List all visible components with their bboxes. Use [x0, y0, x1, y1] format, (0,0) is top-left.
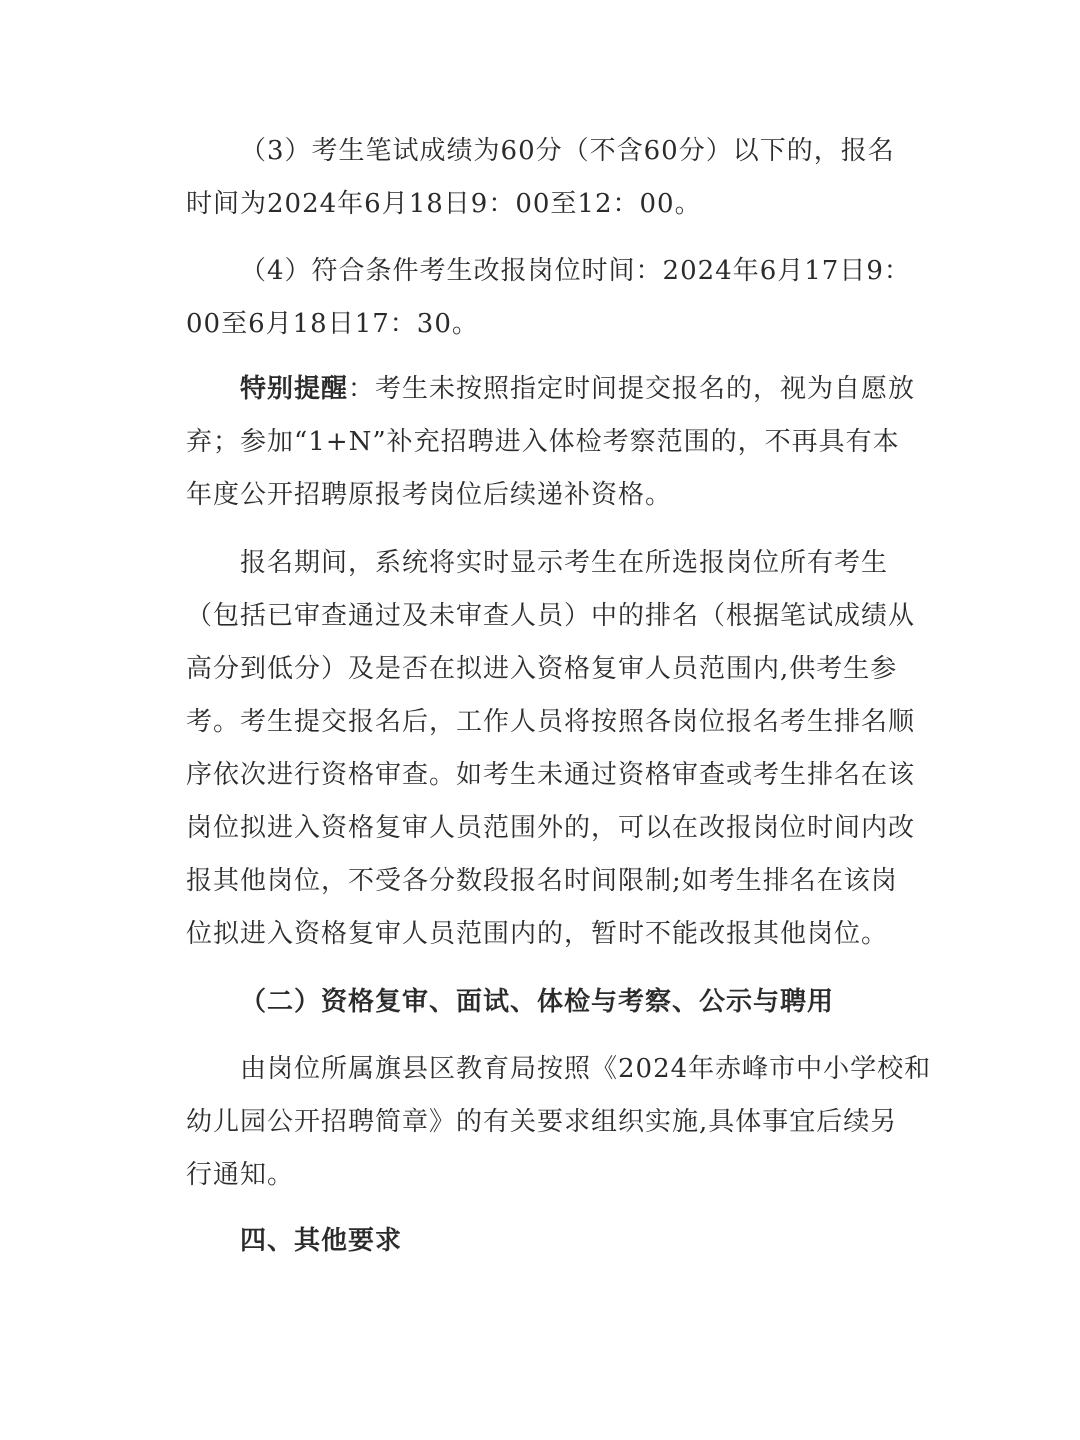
- ranking-line-7: 报其他岗位，不受各分数段报名时间限制;如考生排名在该岗: [186, 866, 898, 896]
- paragraph-4-line-1: （4）符合条件考生改报岗位时间：2024年6月17日9：: [240, 256, 911, 286]
- paragraph-3-line-1: （3）考生笔试成绩为60分（不含60分）以下的，报名: [240, 136, 895, 166]
- reminder-line-2: 弃；参加“1+N”补充招聘进入体检考察范围的，不再具有本: [186, 427, 900, 457]
- reminder-line-3: 年度公开招聘原报考岗位后续递补资格。: [186, 480, 673, 510]
- paragraph-4-line-2: 00至6月18日17：30。: [186, 309, 479, 339]
- section-2-line-3: 行通知。: [186, 1160, 295, 1190]
- ranking-line-6: 岗位拟进入资格复审人员范围外的，可以在改报岗位时间内改: [186, 813, 916, 843]
- ranking-line-5: 序依次进行资格审查。如考生未通过资格审查或考生排名在该: [186, 760, 916, 790]
- section-2-line-2: 幼儿园公开招聘简章》的有关要求组织实施,具体事宜后续另: [186, 1107, 898, 1137]
- section-2-heading: （二）资格复审、面试、体检与考察、公示与聘用: [240, 987, 835, 1017]
- section-2-line-1: 由岗位所属旗县区教育局按照《2024年赤峰市中小学校和: [240, 1054, 932, 1084]
- ranking-line-3: 高分到低分）及是否在拟进入资格复审人员范围内,供考生参: [186, 654, 898, 684]
- ranking-line-1: 报名期间，系统将实时显示考生在所选报岗位所有考生: [240, 548, 889, 578]
- ranking-line-8: 位拟进入资格复审人员范围内的，暂时不能改报其他岗位。: [186, 919, 889, 949]
- reminder-line-1-text: ：考生未按照指定时间提交报名的，视为自愿放: [348, 374, 916, 404]
- reminder-line-1: [240, 372, 915, 406]
- ranking-line-4: 考。考生提交报名后，工作人员将按照各岗位报名考生排名顺: [186, 707, 916, 737]
- reminder-label: 特别提醒: [240, 374, 349, 404]
- ranking-line-2: （包括已审查通过及未审查人员）中的排名（根据笔试成绩从: [186, 601, 916, 631]
- section-4-heading: 四、其他要求: [240, 1226, 403, 1256]
- paragraph-3-line-2: 时间为2024年6月18日9：00至12：00。: [186, 189, 702, 219]
